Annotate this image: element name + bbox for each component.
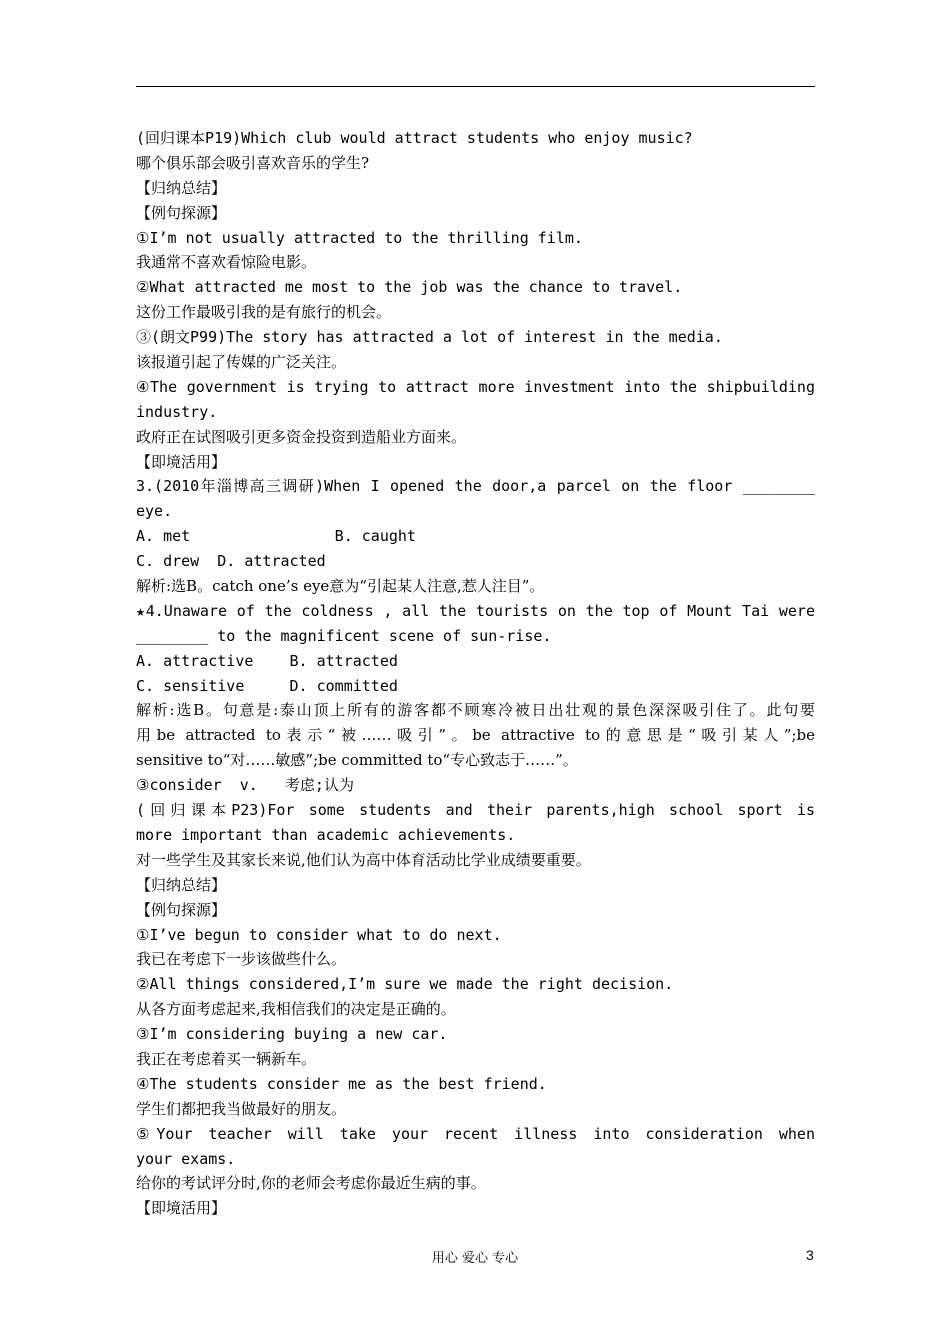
answer-line: 解析:选B。catch one’s eye意为“引起某人注意,惹人注目”。 xyxy=(136,577,545,596)
option-line: A. attractive B. attracted xyxy=(136,651,398,670)
text-line: ②What attracted me most to the job was the chance to travel. xyxy=(136,278,683,297)
section-heading: 【归纳总结】 xyxy=(136,875,227,894)
text-line: 该报道引起了传媒的广泛关注。 xyxy=(136,353,347,372)
question-line: 3.(2010年淄博高三调研)When I opened the door,a parcel on the floor ________ xyxy=(136,477,815,496)
option-line: A. met B. caught xyxy=(136,527,416,546)
section-heading: 【例句探源】 xyxy=(136,203,227,222)
text-line: (回归课本P19)Which club would attract students who enjoy music? xyxy=(136,129,693,147)
text-line: 这份工作最吸引我的是有旅行的机会。 xyxy=(136,303,392,322)
question-line: eye. xyxy=(136,502,173,521)
text-line: 给你的考试评分时,你的老师会考虑你最近生病的事。 xyxy=(136,1174,486,1193)
vocab-heading: ③consider v. 考虑;认为 xyxy=(136,776,354,795)
footer-motto: 用心 爱心 专心 xyxy=(431,1251,519,1266)
text-line: ③(朗文P99)The story has attracted a lot of interest in the media. xyxy=(136,328,723,347)
text-line: 从各方面考虑起来,我相信我们的决定是正确的。 xyxy=(136,1000,456,1019)
text-line: (回归课本P23)For some students and their parents,high school sport is xyxy=(136,801,815,820)
question-line: ★4.Unaware of the coldness , all the tourists on the top of Mount Tai were xyxy=(136,601,815,620)
text-line: ①I’m not usually attracted to the thrilling film. xyxy=(136,228,583,247)
header-rule xyxy=(136,86,815,87)
text-line: 政府正在试图吸引更多资金投资到造船业方面来。 xyxy=(136,427,467,446)
answer-line: 解析:选B。句意是:泰山顶上所有的游客都不顾寒冷被日出壮观的景色深深吸引住了。此句要 xyxy=(136,701,815,720)
option-line: C. sensitive D. committed xyxy=(136,676,398,695)
text-line: ④The government is trying to attract more investment into the shipbuilding xyxy=(136,377,815,396)
text-line: your exams. xyxy=(136,1149,236,1168)
answer-line: sensitive to“对……敏感”;be committed to“专心致志于……”。 xyxy=(136,751,578,770)
section-heading: 【即境活用】 xyxy=(136,452,227,471)
section-heading: 【归纳总结】 xyxy=(136,178,227,197)
text-line: ④The students consider me as the best friend. xyxy=(136,1074,547,1093)
text-line: 对一些学生及其家长来说,他们认为高中体育活动比学业成绩要重要。 xyxy=(136,850,591,869)
text-line: ①I’ve begun to consider what to do next. xyxy=(136,925,502,944)
text-line: 我已在考虑下一步该做些什么。 xyxy=(136,950,347,969)
text-line: 我正在考虑着买一辆新车。 xyxy=(136,1049,317,1068)
text-line: ②All things considered,I’m sure we made the right decision. xyxy=(136,975,674,994)
section-heading: 【即境活用】 xyxy=(136,1199,227,1218)
question-line: ________ to the magnificent scene of sun-rise. xyxy=(136,626,552,645)
text-line: 学生们都把我当做最好的朋友。 xyxy=(136,1099,347,1118)
page-number: 3 xyxy=(806,1247,814,1263)
text-line: ③I’m considering buying a new car. xyxy=(136,1025,448,1044)
text-line: more important than academic achievements. xyxy=(136,825,516,844)
answer-line: 用be attracted to表示“被……吸引”。be attractive to的意思是“吸引某人”;be xyxy=(136,726,815,745)
text-line: 我通常不喜欢看惊险电影。 xyxy=(136,253,317,272)
section-heading: 【例句探源】 xyxy=(136,900,227,919)
text-line: ⑤Your teacher will take your recent illness into consideration when xyxy=(136,1124,815,1143)
option-line: C. drew D. attracted xyxy=(136,552,326,571)
page-body xyxy=(136,126,815,1221)
text-line: 哪个俱乐部会吸引喜欢音乐的学生? xyxy=(136,153,370,172)
text-line: industry. xyxy=(136,402,218,421)
